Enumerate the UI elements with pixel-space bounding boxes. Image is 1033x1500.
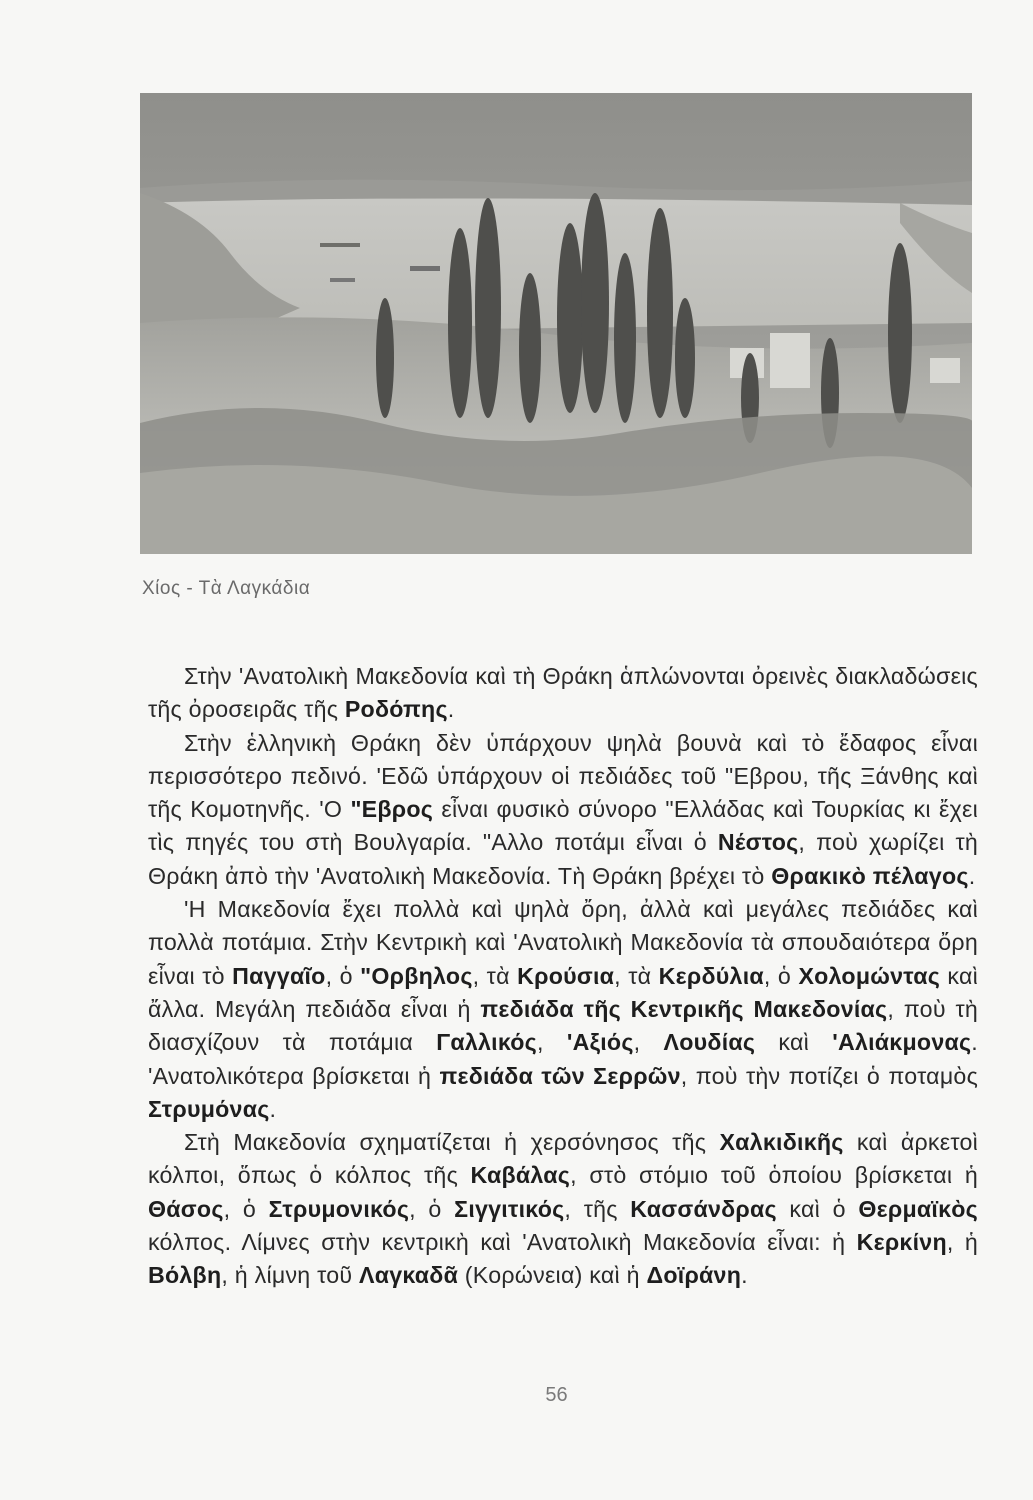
bold-term: Λουδίας — [663, 1029, 756, 1056]
bold-term: Σιγγιτικός — [454, 1195, 565, 1222]
text-run: Στὴν ἑλληνικὴ Θράκη δὲν ὑπάρχουν ψηλὰ βουνὰ καὶ τὸ ἔδαφος εἶναι περισσότερο πεδινό. 'Εδῶ ὑπάρχουν οἱ πεδιάδες τοῦ "Εβρου, τῆς Ξάνθης καὶ τῆς Κομοτηνῆς. 'Ο — [148, 729, 978, 823]
bold-term: Ροδόπης — [344, 696, 448, 723]
text-run: . — [269, 1095, 277, 1122]
bold-term: πεδιάδα τῶν Σερρῶν — [439, 1062, 681, 1089]
text-run: κόλπος. Λίμνες στὴν κεντρικὴ καὶ 'Ανατολικὴ Μακεδονία εἶναι: ἡ — [148, 1229, 857, 1256]
text-run: , ὁ — [763, 962, 799, 989]
text-run: , ὁ — [325, 962, 361, 989]
text-run: καὶ — [755, 1029, 833, 1056]
text-run: . — [447, 696, 455, 723]
bold-term: πεδιάδα τῆς Κεντρικῆς Μακεδονίας — [480, 995, 888, 1022]
bold-term: Καβάλας — [470, 1162, 571, 1189]
bold-term: Κρούσια — [517, 962, 615, 989]
text-run: , τὰ — [472, 962, 518, 989]
bold-term: Θρακικὸ πέλαγος — [771, 862, 969, 889]
bold-term: Παγγαῖο — [232, 962, 326, 989]
text-run: , ὁ — [223, 1195, 269, 1222]
paragraph-1 — [148, 660, 978, 727]
text-run: καὶ ἀρκετοὶ κόλποι, ὅπως ὁ κόλπος τῆς — [148, 1129, 978, 1189]
paragraph-4 — [148, 1126, 978, 1292]
bold-term: "Ορβηλος — [360, 962, 473, 989]
bold-term: Κερκίνη — [856, 1229, 947, 1256]
bold-term: Κασσάνδρας — [630, 1195, 777, 1222]
text-run: , στὸ στόμιο τοῦ ὁποίου βρίσκεται ἡ — [570, 1162, 978, 1189]
bold-term: Θάσος — [148, 1195, 224, 1222]
bold-term: Χολομώντας — [798, 962, 941, 989]
body-text — [148, 660, 978, 1293]
text-run: , τῆς — [564, 1195, 631, 1222]
text-run: , — [633, 1029, 664, 1056]
text-run: , — [537, 1029, 567, 1056]
landscape-photo — [140, 93, 972, 554]
page-number: 56 — [545, 1384, 568, 1406]
text-run: , ποὺ τὴν ποτίζει ὁ ποταμὸς — [680, 1062, 978, 1089]
text-run: , ποὺ τὴ διασχίζουν τὰ ποτάμια — [148, 995, 978, 1056]
paragraph-2 — [148, 727, 978, 893]
text-run: εἶναι φυσικὸ σύνορο "Ελλάδας καὶ Τουρκίας κι ἔχει τὶς πηγές του στὴ Βουλγαρία. "Αλλο ποτάμι εἶναι ὁ — [148, 796, 978, 856]
bold-term: Δοϊράνη — [646, 1262, 742, 1289]
text-run: , ποὺ χωρίζει τὴ Θράκη ἀπὸ τὴν 'Ανατολικὴ Μακεδονία. Τὴ Θράκη βρέχει τὸ — [148, 829, 978, 889]
bold-term: Κερδύλια — [658, 962, 764, 989]
paragraph-3 — [148, 893, 978, 1126]
text-run: καὶ ἄλλα. Μεγάλη πεδιάδα εἶναι ἡ — [148, 962, 978, 1022]
text-run: Στὴν 'Ανατολικὴ Μακεδονία καὶ τὴ Θράκη ἁπλώνονται ὀρεινὲς διακλαδώσεις τῆς ὀροσειρᾶς τῆς — [148, 663, 978, 723]
bold-term: Χαλκιδικῆς — [719, 1129, 844, 1156]
bold-term: Νέστος — [717, 829, 799, 856]
text-run: , ἡ — [946, 1229, 979, 1256]
text-run: Στὴ Μακεδονία σχηματίζεται ἡ χερσόνησος τῆς — [184, 1129, 720, 1156]
bold-term: Βόλβη — [148, 1262, 222, 1289]
text-run: . — [741, 1262, 748, 1289]
bold-term: Γαλλικός — [436, 1029, 537, 1056]
bold-term: Στρυμόνας — [148, 1095, 270, 1122]
text-run: (Κορώνεια) καὶ ἡ — [458, 1262, 647, 1289]
text-run: , ὁ — [409, 1195, 455, 1222]
bold-term: Στρυμονικός — [268, 1195, 410, 1222]
bold-term: Θερμαϊκὸς — [858, 1195, 978, 1222]
photo-caption: Χίος - Τὰ Λαγκάδια — [142, 578, 311, 599]
photo-illustration — [140, 93, 972, 554]
text-run: 'Η Μακεδονία ἔχει πολλὰ καὶ ψηλὰ ὄρη, ἀλλὰ καὶ μεγάλες πεδιάδες καὶ πολλὰ ποτάμια. Στὴν Κεντρικὴ καὶ 'Ανατολικὴ Μακεδονία τὰ σπουδαιότερα ὄρη εἶναι τὸ — [148, 896, 978, 989]
bold-term: Λαγκαδᾶ — [358, 1262, 459, 1289]
text-run: , τὰ — [614, 962, 659, 989]
text-run: . 'Ανατολικότερα βρίσκεται ἡ — [148, 1029, 978, 1089]
bold-term: 'Αξιός — [566, 1029, 634, 1056]
text-run: , ἡ λίμνη τοῦ — [221, 1262, 359, 1289]
text-run: . — [968, 862, 976, 889]
bold-term: 'Αλιάκμονας — [832, 1029, 972, 1056]
bold-term: "Εβρος — [350, 796, 434, 823]
text-run: καὶ ὁ — [776, 1195, 859, 1222]
